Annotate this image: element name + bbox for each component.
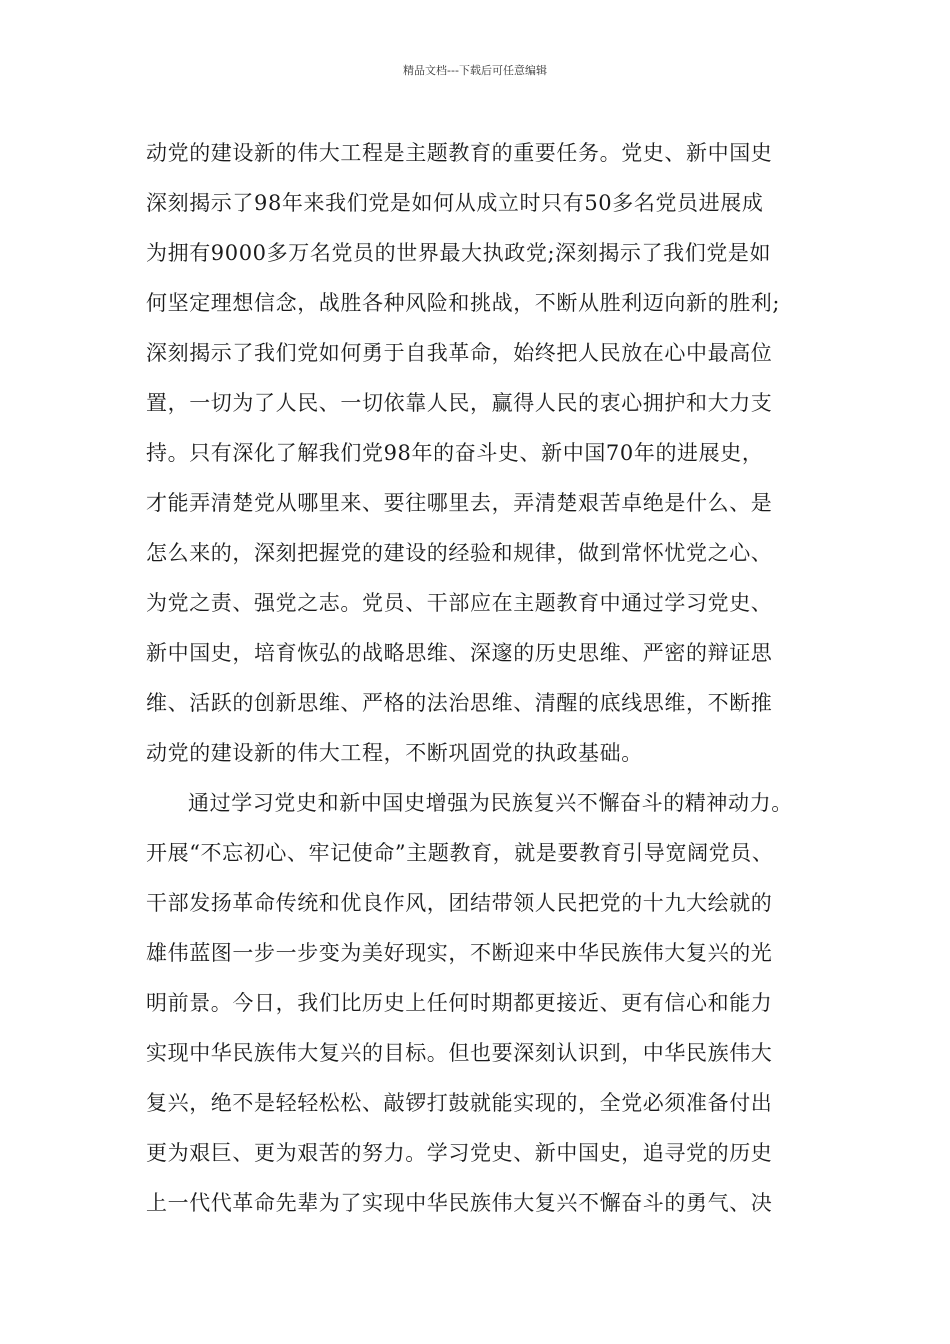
text-line: 动党的建设新的伟大工程，不断巩固党的执政基础。 bbox=[146, 741, 643, 765]
text-line: 持。只有深化了解我们党98年的奋斗史、新中国70年的进展史， bbox=[146, 441, 764, 465]
document-body bbox=[146, 128, 816, 1228]
text-line: 深刻揭示了我们党如何勇于自我革命，始终把人民放在心中最高位 bbox=[146, 341, 773, 365]
text-line: 干部发扬革命传统和优良作风，团结带领人民把党的十九大绘就的 bbox=[146, 891, 773, 915]
text-line: 明前景。今日，我们比历史上任何时期都更接近、更有信心和能力 bbox=[146, 991, 773, 1015]
text-line: 新中国史，培育恢弘的战略思维、深邃的历史思维、严密的辩证思 bbox=[146, 641, 773, 665]
text-line: 维、活跃的创新思维、严格的法治思维、清醒的底线思维，不断推 bbox=[146, 691, 773, 715]
text-line: 怎么来的，深刻把握党的建设的经验和规律，做到常怀忧党之心、 bbox=[146, 541, 773, 565]
text-line: 开展“不忘初心、牢记使命”主题教育，就是要教育引导宽阔党员、 bbox=[146, 841, 774, 865]
text-line: 才能弄清楚党从哪里来、要往哪里去，弄清楚艰苦卓绝是什么、是 bbox=[146, 491, 773, 515]
text-line: 复兴，绝不是轻轻松松、敲锣打鼓就能实现的，全党必须准备付出 bbox=[146, 1091, 773, 1115]
text-line: 为党之责、强党之志。党员、干部应在主题教育中通过学习党史、 bbox=[146, 591, 773, 615]
text-line: 何坚定理想信念，战胜各种风险和挑战，不断从胜利迈向新的胜利; bbox=[146, 291, 781, 315]
text-line: 上一代代革命先辈为了实现中华民族伟大复兴不懈奋斗的勇气、决 bbox=[146, 1191, 773, 1215]
text-line: 更为艰巨、更为艰苦的努力。学习党史、新中国史，追寻党的历史 bbox=[146, 1141, 773, 1165]
text-line: 深刻揭示了98年来我们党是如何从成立时只有50多名党员进展成 bbox=[146, 191, 764, 215]
text-line: 雄伟蓝图一步一步变为美好现实，不断迎来中华民族伟大复兴的光 bbox=[146, 941, 773, 965]
text-line: 置，一切为了人民、一切依靠人民，赢得人民的衷心拥护和大力支 bbox=[146, 391, 773, 415]
paragraph-first-line: 通过学习党史和新中国史增强为民族复兴不懈奋斗的精神动力。 bbox=[188, 791, 793, 815]
text-line: 实现中华民族伟大复兴的目标。但也要深刻认识到，中华民族伟大 bbox=[146, 1041, 773, 1065]
page-header: 精品文档---下载后可任意编辑 bbox=[403, 64, 547, 77]
text-line: 为拥有9000多万名党员的世界最大执政党;深刻揭示了我们党是如 bbox=[146, 241, 772, 265]
text-line: 动党的建设新的伟大工程是主题教育的重要任务。党史、新中国史 bbox=[146, 141, 773, 165]
